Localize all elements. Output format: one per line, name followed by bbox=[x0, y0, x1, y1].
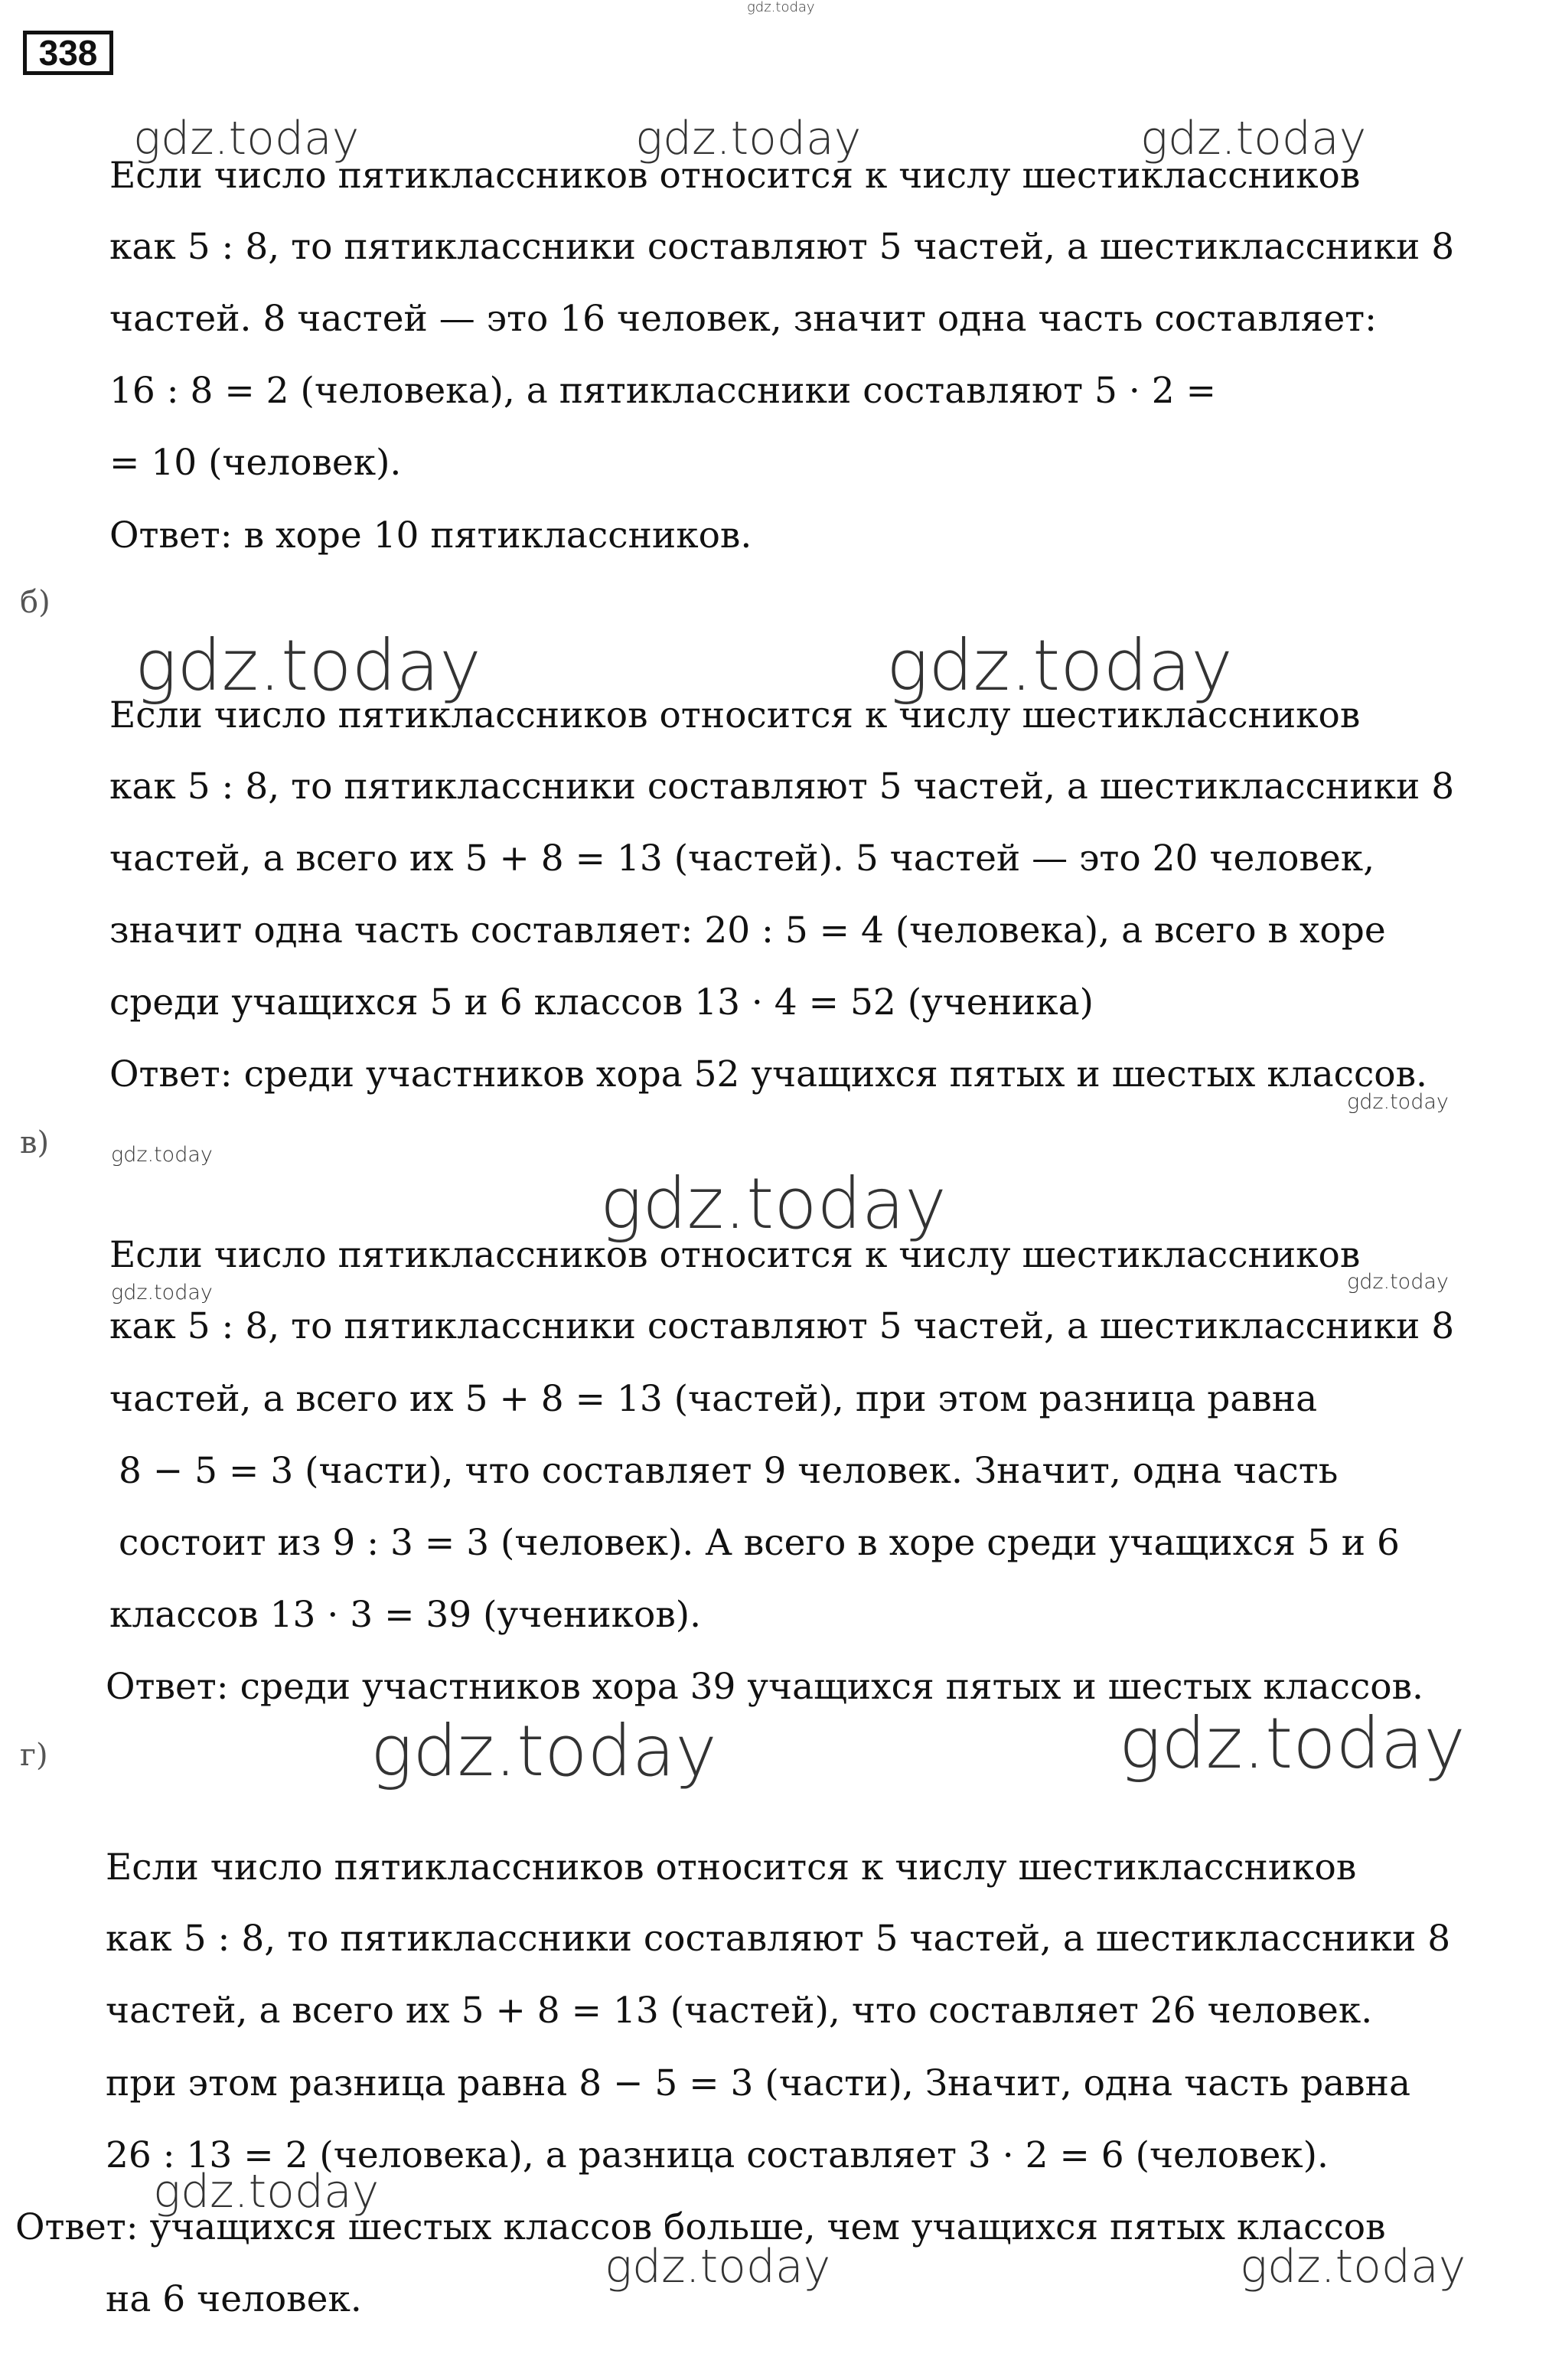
part-d-line-3: частей, а всего их 5 + 8 = 13 (частей), что составляет 26 человек. bbox=[106, 1990, 1373, 2032]
part-a-line-2: как 5 : 8, то пятиклассники составляют 5 частей, а шестиклассники 8 bbox=[109, 226, 1455, 268]
watermark: gdz.today bbox=[1240, 2240, 1466, 2293]
part-b-line-3: частей, а всего их 5 + 8 = 13 (частей). 5 частей — это 20 человек, bbox=[109, 837, 1375, 880]
part-a-answer: Ответ: в хоре 10 пятиклассников. bbox=[109, 514, 752, 557]
watermark: gdz.today bbox=[886, 625, 1233, 707]
part-c-line-4: 8 − 5 = 3 (части), что составляет 9 человек. Значит, одна часть bbox=[119, 1450, 1339, 1492]
part-c-line-6: классов 13 · 3 = 39 (учеников). bbox=[109, 1594, 702, 1636]
watermark: gdz.today bbox=[635, 112, 862, 165]
part-d-line-4: при этом разница равна 8 − 5 = 3 (части), Значит, одна часть равна bbox=[106, 2062, 1410, 2104]
watermark: gdz.today bbox=[135, 625, 481, 707]
watermark: gdz.today bbox=[111, 1143, 213, 1167]
part-b-answer: Ответ: среди участников хора 52 учащихся пятых и шестых классов. bbox=[109, 1053, 1427, 1095]
part-b-line-4: значит одна часть составляет: 20 : 5 = 4 (человека), а всего в хоре bbox=[109, 909, 1386, 952]
watermark: gdz.today bbox=[1347, 1270, 1449, 1294]
part-b-line-1: Если число пятиклассников относится к числу шестиклассников bbox=[109, 694, 1361, 736]
part-d-line-2: как 5 : 8, то пятиклассники составляют 5 частей, а шестиклассники 8 bbox=[106, 1918, 1451, 1960]
part-d-answer: Ответ: учащихся шестых классов больше, чем учащихся пятых классов bbox=[15, 2206, 1386, 2248]
part-c-line-5: состоит из 9 : 3 = 3 (человек). А всего в хоре среди учащихся 5 и 6 bbox=[119, 1522, 1400, 1564]
watermark: gdz.today bbox=[111, 1281, 213, 1304]
part-d-answer-cont: на 6 человек. bbox=[106, 2278, 362, 2320]
watermark: gdz.today bbox=[600, 1163, 947, 1245]
part-b-line-5: среди учащихся 5 и 6 классов 13 · 4 = 52 (ученика) bbox=[109, 981, 1094, 1023]
watermark: gdz.today bbox=[1140, 112, 1367, 165]
problem-number: 338 bbox=[23, 31, 113, 75]
part-a-line-3: частей. 8 частей — это 16 человек, значит одна часть составляет: bbox=[109, 298, 1377, 340]
watermark: gdz.today bbox=[1119, 1703, 1466, 1784]
part-c-answer: Ответ: среди участников хора 39 учащихся пятых и шестых классов. bbox=[106, 1666, 1423, 1708]
part-c-line-2: как 5 : 8, то пятиклассники составляют 5 частей, а шестиклассники 8 bbox=[109, 1305, 1455, 1347]
watermark: gdz.today bbox=[370, 1710, 717, 1792]
watermark: gdz.today bbox=[153, 2165, 380, 2218]
part-a-line-1: Если число пятиклассников относится к числу шестиклассников bbox=[109, 155, 1361, 197]
part-a-line-5: = 10 (человек). bbox=[109, 442, 402, 484]
watermark: gdz.today bbox=[133, 112, 360, 165]
part-d-label: г) bbox=[20, 1738, 48, 1773]
part-c-line-1: Если число пятиклассников относится к числу шестиклассников bbox=[109, 1234, 1361, 1276]
watermark: gdz.today bbox=[605, 2240, 831, 2293]
part-c-line-3: частей, а всего их 5 + 8 = 13 (частей), при этом разница равна bbox=[109, 1378, 1318, 1420]
part-b-line-2: как 5 : 8, то пятиклассники составляют 5 частей, а шестиклассники 8 bbox=[109, 766, 1455, 808]
part-c-label: в) bbox=[20, 1125, 50, 1161]
watermark: gdz.today bbox=[1347, 1090, 1449, 1114]
part-b-label: б) bbox=[20, 585, 51, 620]
watermark: gdz.today bbox=[747, 0, 815, 15]
part-d-line-5: 26 : 13 = 2 (человека), а разница составляет 3 · 2 = 6 (человек). bbox=[106, 2134, 1329, 2176]
part-a-line-4: 16 : 8 = 2 (человека), а пятиклассники составляют 5 · 2 = bbox=[109, 370, 1216, 412]
part-d-line-1: Если число пятиклассников относится к числу шестиклассников bbox=[106, 1846, 1357, 1889]
